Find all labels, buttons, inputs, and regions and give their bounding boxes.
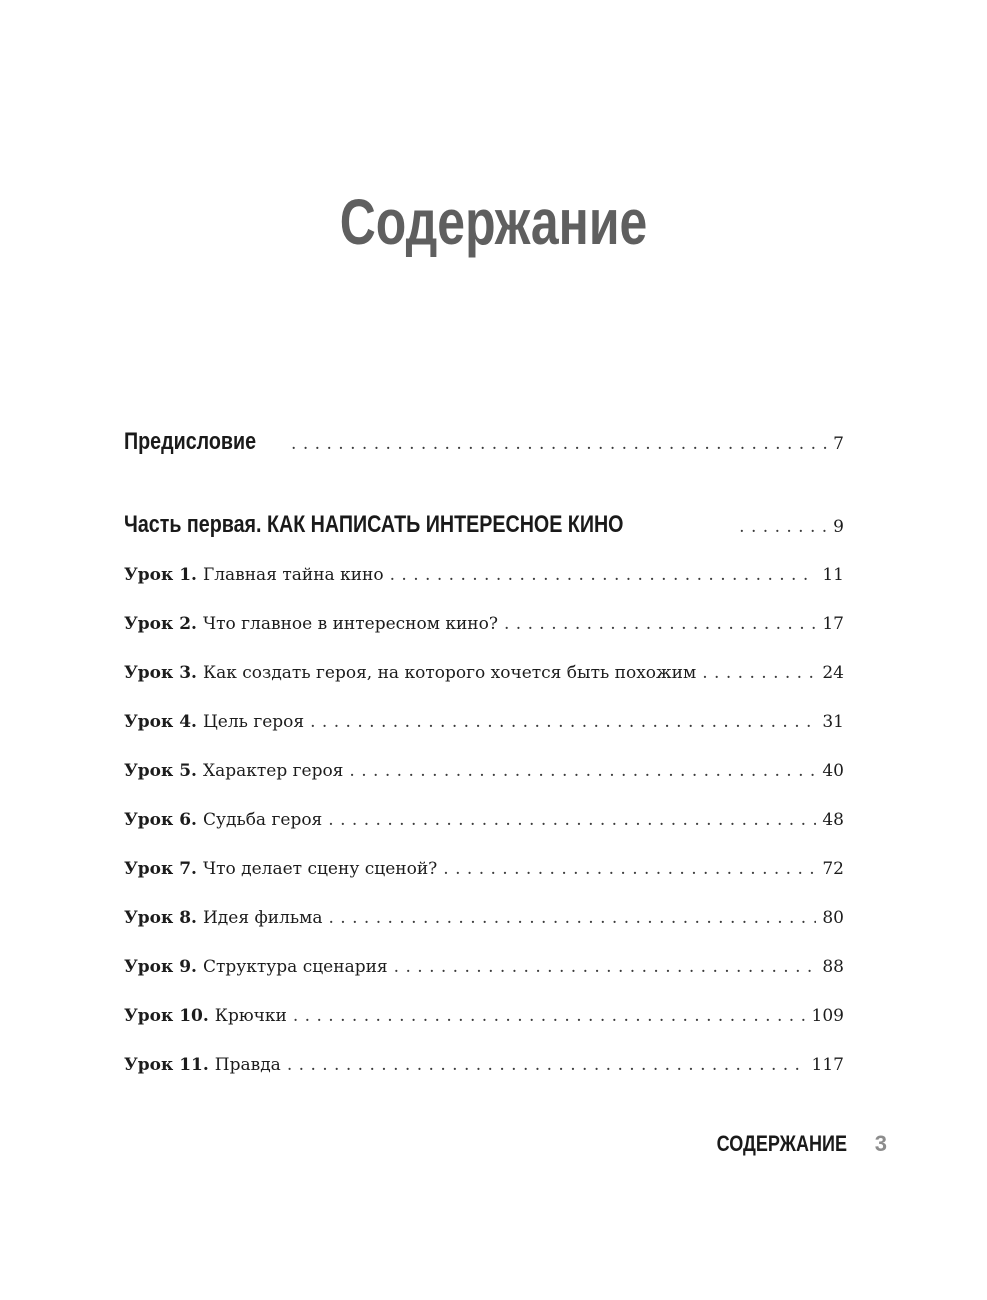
- lesson-title: Что главное в интересном кино?: [202, 614, 498, 634]
- lesson-number: Урок 11.: [124, 1055, 209, 1075]
- toc-entry-lesson[interactable]: [124, 859, 844, 879]
- entry-page: 11: [822, 565, 844, 585]
- lesson-title: Идея фильма: [202, 908, 323, 928]
- toc-entry-lesson[interactable]: [124, 614, 844, 634]
- entry-page: 80: [822, 908, 844, 928]
- toc-entry-lesson[interactable]: [124, 712, 844, 732]
- entry-title: Часть первая. КАК НАПИСАТЬ ИНТЕРЕСНОЕ КИНО: [124, 511, 624, 538]
- entry-page: 48: [822, 810, 844, 830]
- lesson-title: Как создать героя, на которого хочется быть похожим: [202, 663, 697, 683]
- entry-page: 117: [811, 1055, 844, 1075]
- lesson-number: Урок 6.: [124, 810, 197, 830]
- running-footer: [688, 1131, 887, 1157]
- entry-title: Предисловие: [124, 428, 257, 455]
- entry-page: 88: [822, 957, 844, 977]
- dot-leader: [702, 663, 816, 683]
- dot-leader: [443, 859, 816, 879]
- lesson-number: Урок 5.: [124, 761, 197, 781]
- lesson-number: Урок 7.: [124, 859, 197, 879]
- toc-entry-lesson[interactable]: [124, 908, 844, 928]
- toc-entry-lesson[interactable]: [124, 565, 844, 585]
- dot-leader: [394, 957, 817, 977]
- entry-page: 109: [811, 1006, 844, 1026]
- dot-leader: [310, 712, 816, 732]
- entry-page: 31: [822, 712, 844, 732]
- page-title: Содержание: [339, 186, 648, 258]
- page-number: 3: [874, 1131, 887, 1156]
- footer-section-label: СОДЕРЖАНИЕ: [716, 1131, 847, 1156]
- dot-leader: [390, 565, 817, 585]
- lesson-title: Цель героя: [202, 712, 305, 732]
- lesson-title: Судьба героя: [202, 810, 323, 830]
- toc-entry-part-one[interactable]: [124, 511, 844, 539]
- dot-leader: [291, 434, 827, 454]
- lesson-number: Урок 9.: [124, 957, 197, 977]
- dot-leader: [349, 761, 816, 781]
- lesson-title: Характер героя: [202, 761, 344, 781]
- lesson-title: Правда: [214, 1055, 281, 1075]
- lesson-number: Урок 8.: [124, 908, 197, 928]
- lesson-title: Структура сценария: [202, 957, 388, 977]
- dot-leader: [739, 517, 827, 537]
- lesson-number: Урок 10.: [124, 1006, 209, 1026]
- lesson-number: Урок 2.: [124, 614, 197, 634]
- entry-page: 17: [822, 614, 844, 634]
- entry-page: 72: [822, 859, 844, 879]
- dot-leader: [329, 908, 817, 928]
- lesson-title: Главная тайна кино: [202, 565, 384, 585]
- dot-leader: [293, 1006, 806, 1026]
- toc-entry-lesson[interactable]: [124, 810, 844, 830]
- entry-page: 9: [833, 517, 844, 537]
- dot-leader: [504, 614, 816, 634]
- entry-page: 24: [822, 663, 844, 683]
- dot-leader: [328, 810, 816, 830]
- lesson-number: Урок 4.: [124, 712, 197, 732]
- lesson-number: Урок 1.: [124, 565, 197, 585]
- toc-entry-lesson[interactable]: [124, 663, 844, 683]
- toc-entry-lesson[interactable]: [124, 957, 844, 977]
- lesson-title: Что делает сцену сценой?: [202, 859, 438, 879]
- dot-leader: [287, 1055, 806, 1075]
- toc-entry-lesson[interactable]: [124, 1006, 844, 1026]
- lesson-number: Урок 3.: [124, 663, 197, 683]
- toc-entry-lesson[interactable]: [124, 761, 844, 781]
- entry-page: 40: [822, 761, 844, 781]
- entry-page: 7: [833, 434, 844, 454]
- lesson-title: Крючки: [214, 1006, 287, 1026]
- toc-entry-preface[interactable]: [124, 428, 844, 456]
- toc-entry-lesson[interactable]: [124, 1055, 844, 1075]
